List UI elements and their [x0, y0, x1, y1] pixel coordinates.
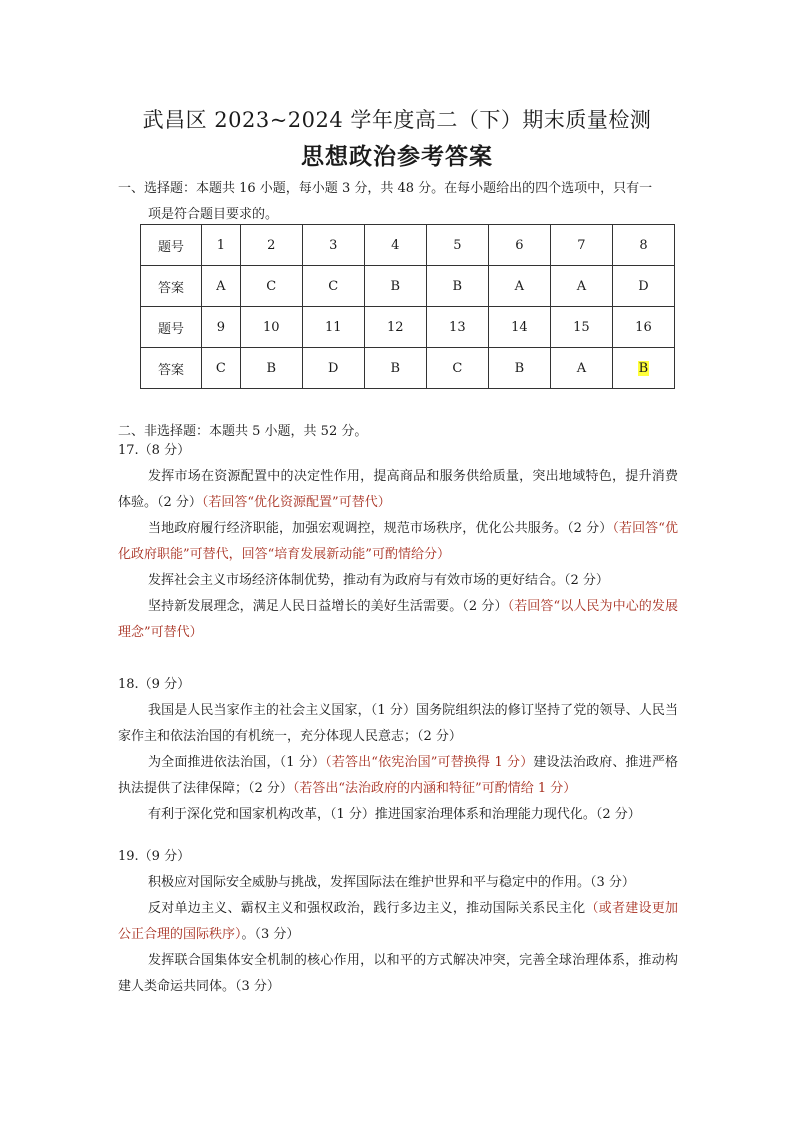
scoring-note: （若回答“优化政府职能”可替代，回答“培育发展新动能”可酌情给分） [118, 521, 679, 562]
document-title: 武昌区 2023~2024 学年度高二（下）期末质量检测 [142, 108, 652, 132]
answer-paragraph [118, 594, 678, 646]
cell-q: 11 [302, 307, 364, 348]
table-row-question-1 [141, 225, 675, 266]
answer-paragraph [118, 896, 678, 948]
cell-q: 3 [302, 225, 364, 266]
cell-a: C [202, 348, 241, 389]
cell-a [612, 348, 674, 389]
cell-a: A [202, 266, 241, 307]
question-18 [118, 672, 678, 828]
table-row-answer-1 [141, 266, 675, 307]
answer-text: 反对单边主义、霸权主义和强权政治，践行多边主义，推动国际关系民主化 [148, 901, 586, 916]
highlighted-answer: B [638, 360, 649, 376]
cell-a: A [488, 266, 550, 307]
cell-a: C [302, 266, 364, 307]
cell-q: 5 [426, 225, 488, 266]
cell-a: D [302, 348, 364, 389]
answer-paragraph [118, 750, 678, 802]
cell-a: B [488, 348, 550, 389]
answer-text: 建设法治政府、推进严格执法提供了法律保障；（2 分） [118, 755, 678, 796]
scoring-note: （若答出“依宪治国”可替换得 1 分） [325, 755, 534, 770]
answer-paragraph [118, 464, 678, 516]
document-subtitle: 思想政治参考答案 [301, 143, 493, 170]
section1-intro-line1: 一、选择题：本题共 16 小题，每小题 3 分，共 48 分。在每小题给出的四个选项中，只有一 [118, 181, 653, 196]
row-label-answer: 答案 [141, 348, 202, 389]
table-row-answer-2 [141, 348, 675, 389]
cell-a: B [364, 348, 426, 389]
cell-q: 4 [364, 225, 426, 266]
scoring-note: （若回答“优化资源配置”可替代） [201, 495, 391, 510]
cell-a: A [550, 266, 612, 307]
scoring-note: （若答出“法治政府的内涵和特征”可酌情给 1 分） [292, 781, 577, 796]
answer-text: 坚持新发展理念，满足人民日益增长的美好生活需要。（2 分） [148, 599, 508, 614]
answer-paragraph: 发挥联合国集体安全机制的核心作用，以和平的方式解决冲突，完善全球治理体系，推动构建人类命运共同体。（3 分） [118, 953, 678, 994]
table-row-question-2 [141, 307, 675, 348]
answer-text: 。（3 分） [241, 927, 300, 942]
cell-q: 10 [240, 307, 302, 348]
answer-paragraph [118, 516, 678, 568]
row-label-question: 题号 [141, 225, 202, 266]
cell-a: B [426, 266, 488, 307]
cell-a: C [240, 266, 302, 307]
question-17-number: 17.（8 分） [118, 443, 191, 458]
cell-a: C [426, 348, 488, 389]
section2-intro: 二、非选择题：本题共 5 小题，共 52 分。 [118, 424, 368, 439]
question-19 [118, 844, 678, 1000]
cell-q: 1 [202, 225, 241, 266]
cell-q: 13 [426, 307, 488, 348]
section1-intro [118, 176, 678, 228]
cell-q: 6 [488, 225, 550, 266]
cell-q: 15 [550, 307, 612, 348]
cell-q: 7 [550, 225, 612, 266]
cell-q: 16 [612, 307, 674, 348]
answer-text: 当地政府履行经济职能，加强宏观调控，规范市场秩序，优化公共服务。（2 分） [148, 521, 613, 536]
answer-text: 为全面推进依法治国，（1 分） [148, 755, 326, 770]
question-19-number: 19.（9 分） [118, 849, 191, 864]
answer-table [140, 224, 675, 389]
row-label-question: 题号 [141, 307, 202, 348]
cell-q: 12 [364, 307, 426, 348]
scoring-note: （若回答“以人民为中心的发展理念”可替代） [118, 599, 678, 640]
question-17 [118, 438, 678, 646]
answer-paragraph: 有利于深化党和国家机构改革，（1 分）推进国家治理体系和治理能力现代化。（2 分） [148, 807, 641, 822]
answer-paragraph: 我国是人民当家作主的社会主义国家，（1 分）国务院组织法的修订坚持了党的领导、人民当家作主和依法治国的有机统一，充分体现人民意志；（2 分） [118, 703, 678, 744]
cell-q: 2 [240, 225, 302, 266]
answer-paragraph: 积极应对国际安全威胁与挑战，发挥国际法在维护世界和平与稳定中的作用。（3 分） [148, 875, 635, 890]
row-label-answer: 答案 [141, 266, 202, 307]
cell-q: 8 [612, 225, 674, 266]
cell-a: D [612, 266, 674, 307]
cell-a: B [240, 348, 302, 389]
section1-intro-line2: 项是符合题目要求的。 [148, 207, 279, 222]
question-18-number: 18.（9 分） [118, 677, 191, 692]
cell-q: 9 [202, 307, 241, 348]
cell-a: B [364, 266, 426, 307]
answer-text: 发挥市场在资源配置中的决定性作用，提高商品和服务供给质量，突出地域特色，提升消费体验。（2 分） [118, 469, 678, 510]
cell-a: A [550, 348, 612, 389]
scoring-note: （或者建设更加公正合理的国际秩序） [118, 901, 678, 942]
cell-q: 14 [488, 307, 550, 348]
answer-paragraph: 发挥社会主义市场经济体制优势，推动有为政府与有效市场的更好结合。（2 分） [148, 573, 609, 588]
